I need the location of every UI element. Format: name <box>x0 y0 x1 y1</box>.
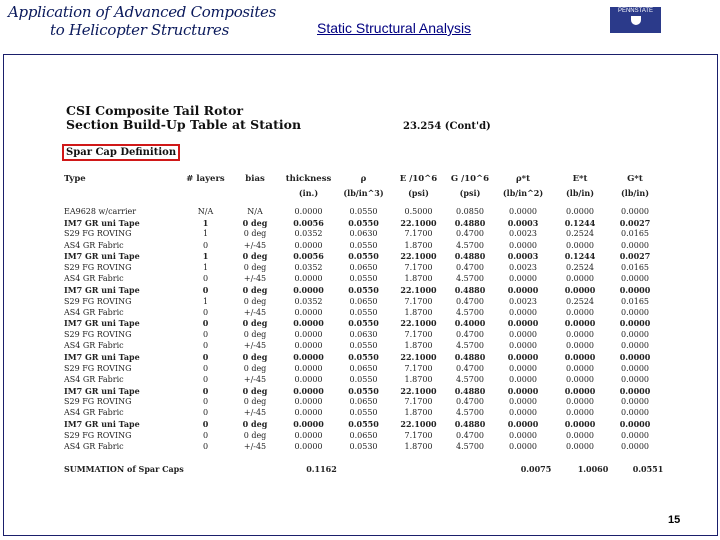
table-cell: 0.0000 <box>507 284 539 295</box>
header-cell: E*t <box>572 174 588 184</box>
logo-text: PENNSTATE <box>617 8 654 14</box>
table-cell: 0.0550 <box>349 240 378 250</box>
table-cell: 0.0000 <box>509 274 537 284</box>
table-cell: 0.0000 <box>621 240 649 250</box>
table-cell: IM7 GR uni Tape <box>64 318 140 329</box>
slide-title-line1: Application of Advanced Composites <box>8 3 277 21</box>
summation-thickness: 0.1162 <box>306 464 337 475</box>
table-cell: 0.0550 <box>349 307 378 317</box>
table-cell: 0.0000 <box>564 284 596 295</box>
table-cell: 0.0000 <box>294 240 323 250</box>
table-cell: S29 FG ROVING <box>64 263 132 273</box>
table-cell: 0.0000 <box>507 318 539 329</box>
table-cell: 0.0630 <box>349 330 378 340</box>
table-cell: 0.0000 <box>566 374 594 384</box>
table-cell: 0.0000 <box>566 240 594 250</box>
table-cell: 0.0000 <box>293 419 324 430</box>
page-number: 15 <box>668 514 681 526</box>
table-cell: 7.1700 <box>404 363 433 373</box>
table-cell: 0.4700 <box>456 330 484 340</box>
table-cell: 22.1000 <box>400 318 437 329</box>
spar-cap-definition-highlight: Spar Cap Definition <box>62 144 180 161</box>
table-cell: 0.5000 <box>404 207 433 217</box>
table-row <box>64 374 662 385</box>
table-cell: 0.0000 <box>509 330 537 340</box>
table-cell: IM7 GR uni Tape <box>64 419 140 430</box>
table-cell: +/-45 <box>243 341 267 351</box>
station-value: 23.254 (Cont'd) <box>403 121 491 132</box>
table-row <box>64 385 662 396</box>
document-heading-line1: CSI Composite Tail Rotor <box>66 103 244 118</box>
table-cell: 0 deg <box>242 217 268 228</box>
table-cell: 22.1000 <box>400 385 437 396</box>
table-cell: +/-45 <box>243 274 267 284</box>
table-cell: 0.0550 <box>349 207 378 217</box>
table-cell: 0.0000 <box>566 363 594 373</box>
header-cell: G /10^6 <box>450 174 490 184</box>
table-cell: 0.0000 <box>621 274 649 284</box>
summation-row <box>64 463 662 475</box>
table-row <box>64 363 662 374</box>
table-cell: 4.5700 <box>456 442 484 452</box>
table-cell: 0.4700 <box>456 397 484 407</box>
table-cell: 0.0000 <box>566 274 594 284</box>
table-cell: 4.5700 <box>456 408 484 418</box>
table-cell: 0.0000 <box>621 363 649 373</box>
table-cell: 0.0000 <box>294 330 323 340</box>
table-row <box>64 251 662 262</box>
table-cell: 0.4880 <box>454 251 486 262</box>
table-cell: +/-45 <box>243 442 267 452</box>
table-cell: 0.0000 <box>294 430 323 440</box>
table-cell: 0.0000 <box>509 408 537 418</box>
table-cell: 0.0000 <box>507 385 539 396</box>
shield-icon <box>631 16 641 25</box>
table-cell: 0.0000 <box>619 284 651 295</box>
table-cell: 1.8700 <box>404 442 433 452</box>
table-cell: S29 FG ROVING <box>64 330 132 340</box>
table-cell: 0.0352 <box>294 229 323 239</box>
unit-cell: (psi) <box>459 188 481 198</box>
table-cell: 0 <box>202 430 209 440</box>
table-cell: 0.0550 <box>349 341 378 351</box>
table-cell: 7.1700 <box>404 430 433 440</box>
table-cell: 0.0000 <box>621 374 649 384</box>
table-cell: 0.4880 <box>454 284 486 295</box>
table-cell: 22.1000 <box>400 284 437 295</box>
table-cell: 0 <box>202 352 209 363</box>
header-cell: ρ*t <box>515 174 531 184</box>
table-cell: 4.5700 <box>456 274 484 284</box>
table-cell: EA9628 w/carrier <box>64 207 137 217</box>
table-cell: 0 deg <box>243 430 267 440</box>
table-cell: 0 deg <box>243 229 267 239</box>
header-cell: Type <box>64 174 86 184</box>
table-cell: 0.0000 <box>294 442 323 452</box>
table-cell: 0.0056 <box>293 251 324 262</box>
unit-cell: (psi) <box>408 188 429 198</box>
table-cell: AS4 GR Fabric <box>64 408 124 418</box>
table-cell: 0.0000 <box>619 419 651 430</box>
table-cell: 0 <box>202 397 209 407</box>
header-cell: thickness <box>285 174 332 184</box>
table-cell: 1.8700 <box>404 274 433 284</box>
table-cell: 0.0165 <box>621 263 649 273</box>
table-cell: 0 <box>202 363 209 373</box>
table-cell: 0 <box>202 442 209 452</box>
table-cell: 0.4700 <box>456 229 484 239</box>
table-cell: 0.0000 <box>509 207 537 217</box>
table-cell: N/A <box>247 207 263 217</box>
table-cell: 0.0000 <box>566 397 594 407</box>
table-cell: S29 FG ROVING <box>64 430 132 440</box>
table-cell: 0.0027 <box>619 217 651 228</box>
table-cell: IM7 GR uni Tape <box>64 385 140 396</box>
table-cell: 0 <box>202 330 209 340</box>
table-cell: 0.0650 <box>349 263 378 273</box>
table-cell: 0.0000 <box>294 207 323 217</box>
table-cell: 0.0000 <box>566 408 594 418</box>
table-row <box>64 441 662 452</box>
table-cell: 0.0056 <box>293 217 324 228</box>
table-cell: 0.0000 <box>507 352 539 363</box>
table-row <box>64 318 662 329</box>
table-cell: 0.0000 <box>294 397 323 407</box>
table-cell: 0.0000 <box>294 374 323 384</box>
table-cell: S29 FG ROVING <box>64 363 132 373</box>
table-cell: 0.0000 <box>509 374 537 384</box>
table-cell: S29 FG ROVING <box>64 397 132 407</box>
table-row <box>64 228 662 239</box>
table-cell: 0.2524 <box>566 263 594 273</box>
table-cell: +/-45 <box>243 240 267 250</box>
table-units-row <box>64 186 662 200</box>
summation-label: SUMMATION of Spar Caps <box>64 464 184 475</box>
table-cell: 0.0003 <box>507 251 539 262</box>
table-cell: 22.1000 <box>400 217 437 228</box>
table-cell: 0.0000 <box>566 207 594 217</box>
table-cell: 0.0000 <box>621 207 649 217</box>
summation-e-t: 1.0060 <box>577 464 609 475</box>
table-cell: 0.0550 <box>349 274 378 284</box>
table-cell: 0.0000 <box>509 307 537 317</box>
table-cell: IM7 GR uni Tape <box>64 284 140 295</box>
table-cell: 0.0000 <box>619 352 651 363</box>
table-row <box>64 206 662 217</box>
table-cell: N/A <box>197 207 214 217</box>
table-cell: 0 deg <box>242 318 268 329</box>
table-cell: 0.0000 <box>619 318 651 329</box>
table-cell: 0.0550 <box>348 318 379 329</box>
table-row <box>64 340 662 351</box>
table-cell: 0.0000 <box>566 430 594 440</box>
table-cell: 0 <box>202 385 209 396</box>
table-row <box>64 396 662 407</box>
slide-title-line2: to Helicopter Structures <box>50 21 230 39</box>
table-cell: 0 <box>202 318 209 329</box>
table-cell: 0 deg <box>243 363 267 373</box>
table-cell: AS4 GR Fabric <box>64 240 124 250</box>
unit-cell: (lb/in) <box>566 188 594 198</box>
table-cell: 0 <box>202 408 209 418</box>
table-cell: 1.8700 <box>404 341 433 351</box>
table-cell: 0.2524 <box>566 296 594 306</box>
summation-rho-t: 0.0075 <box>520 464 552 475</box>
table-cell: 0.0000 <box>293 318 324 329</box>
header-cell: E /10^6 <box>399 174 438 184</box>
table-cell: 1.8700 <box>404 408 433 418</box>
table-cell: 0 deg <box>243 296 267 306</box>
table-cell: 0.0000 <box>621 341 649 351</box>
table-cell: 0 <box>202 419 209 430</box>
table-cell: 0.0650 <box>349 430 378 440</box>
table-cell: 0.0000 <box>294 363 323 373</box>
table-row <box>64 419 662 430</box>
table-cell: 0.0650 <box>349 296 378 306</box>
table-cell: +/-45 <box>243 408 267 418</box>
table-cell: 0.0000 <box>293 352 324 363</box>
document-heading <box>66 104 301 132</box>
table-cell: 0.0000 <box>507 419 539 430</box>
table-cell: 1 <box>202 217 209 228</box>
table-row <box>64 284 662 295</box>
table-cell: AS4 GR Fabric <box>64 274 124 284</box>
table-cell: 0.0352 <box>294 263 323 273</box>
table-cell: 0 deg <box>243 263 267 273</box>
table-cell: 0.0550 <box>348 284 379 295</box>
table-cell: 0.0000 <box>293 284 324 295</box>
table-cell: 1.8700 <box>404 374 433 384</box>
table-cell: 0.4700 <box>456 296 484 306</box>
table-cell: 0.0000 <box>564 419 596 430</box>
table-cell: 0.0000 <box>294 408 323 418</box>
table-header-row <box>64 172 662 186</box>
table-cell: 1.8700 <box>404 240 433 250</box>
table-cell: 0.0000 <box>294 307 323 317</box>
table-cell: 0 <box>202 374 209 384</box>
table-cell: S29 FG ROVING <box>64 229 132 239</box>
table-cell: 0.0000 <box>564 318 596 329</box>
table-cell: 0.0550 <box>348 385 379 396</box>
table-cell: 0.0650 <box>349 397 378 407</box>
table-cell: 0 deg <box>242 419 268 430</box>
header-cell: ρ <box>360 174 367 184</box>
table-cell: 0.0165 <box>621 229 649 239</box>
table-cell: 0.0650 <box>349 363 378 373</box>
table-cell: 4.5700 <box>456 307 484 317</box>
table-row <box>64 307 662 318</box>
table-cell: 0.0000 <box>564 352 596 363</box>
unit-cell: (lb/in) <box>621 188 649 198</box>
document-heading-line2: Section Build-Up Table at Station <box>66 117 302 132</box>
table-cell: 0.0000 <box>509 430 537 440</box>
table-cell: 0 deg <box>242 352 268 363</box>
slide-title <box>8 3 298 39</box>
table-cell: 0.0000 <box>294 274 323 284</box>
table-cell: 0.4880 <box>454 385 486 396</box>
table-cell: 0 deg <box>243 330 267 340</box>
table-cell: 0.0550 <box>349 408 378 418</box>
table-cell: 1 <box>202 296 209 306</box>
table-cell: 0.0530 <box>349 442 378 452</box>
table-cell: 0 <box>202 284 209 295</box>
table-cell: 7.1700 <box>404 229 433 239</box>
pennstate-logo <box>610 7 661 33</box>
table-cell: AS4 GR Fabric <box>64 341 124 351</box>
table-cell: 0 deg <box>242 284 268 295</box>
table-cell: 22.1000 <box>400 352 437 363</box>
table-cell: 0.0000 <box>509 442 537 452</box>
table-cell: 0.0550 <box>348 352 379 363</box>
table-cell: 0.0000 <box>509 397 537 407</box>
table-cell: 7.1700 <box>404 397 433 407</box>
table-cell: 7.1700 <box>404 330 433 340</box>
table-cell: 7.1700 <box>404 296 433 306</box>
table-cell: 0.0165 <box>621 296 649 306</box>
header-cell: bias <box>245 174 265 184</box>
table-cell: 0 <box>202 341 209 351</box>
table-row <box>64 329 662 340</box>
table-cell: 0.4880 <box>454 352 486 363</box>
table-cell: IM7 GR uni Tape <box>64 217 140 228</box>
table-cell: 0.0550 <box>348 217 379 228</box>
table-cell: 0.2524 <box>566 229 594 239</box>
table-row <box>64 217 662 228</box>
summation-g-t: 0.0551 <box>632 464 664 475</box>
table-cell: 0.0000 <box>621 408 649 418</box>
buildup-table <box>64 172 662 475</box>
table-cell: AS4 GR Fabric <box>64 442 124 452</box>
table-row <box>64 407 662 418</box>
table-cell: 0.4700 <box>456 263 484 273</box>
table-cell: 0.4700 <box>456 430 484 440</box>
table-cell: 0.0000 <box>621 430 649 440</box>
table-cell: 22.1000 <box>400 251 437 262</box>
table-cell: 0.0023 <box>509 296 537 306</box>
table-cell: IM7 GR uni Tape <box>64 352 140 363</box>
table-cell: 0 <box>202 240 209 250</box>
table-cell: 4.5700 <box>456 341 484 351</box>
slide-subtitle: Static Structural Analysis <box>317 20 472 36</box>
table-cell: 0.0003 <box>507 217 539 228</box>
header-cell: G*t <box>627 174 643 184</box>
table-cell: 7.1700 <box>404 263 433 273</box>
table-row <box>64 273 662 284</box>
table-cell: 0 deg <box>242 385 268 396</box>
unit-cell: (in.) <box>298 188 319 198</box>
table-cell: 0.0000 <box>566 330 594 340</box>
table-cell: 0.0000 <box>621 330 649 340</box>
unit-cell: (lb/in^2) <box>502 188 544 198</box>
table-cell: 0.1244 <box>564 251 596 262</box>
table-cell: 0.0000 <box>509 363 537 373</box>
table-cell: S29 FG ROVING <box>64 296 132 306</box>
table-cell: 0.0000 <box>621 397 649 407</box>
table-cell: 1 <box>202 251 209 262</box>
table-cell: 0.0850 <box>456 207 484 217</box>
unit-cell: (lb/in^3) <box>343 188 384 198</box>
table-cell: 0.0000 <box>621 307 649 317</box>
table-cell: 0.0630 <box>349 229 378 239</box>
table-cell: 0 deg <box>243 397 267 407</box>
table-cell: 1.8700 <box>404 307 433 317</box>
table-cell: 0.4880 <box>454 419 486 430</box>
table-cell: 0.0000 <box>509 240 537 250</box>
table-row <box>64 240 662 251</box>
table-cell: 0.0000 <box>566 341 594 351</box>
table-cell: 0.0550 <box>348 251 379 262</box>
table-cell: 0.0000 <box>566 442 594 452</box>
table-cell: 0 deg <box>242 251 268 262</box>
table-cell: 4.5700 <box>456 240 484 250</box>
table-cell: 0 <box>202 307 209 317</box>
table-cell: 0.1244 <box>564 217 596 228</box>
header-cell: # layers <box>186 174 225 184</box>
table-body <box>64 206 662 452</box>
table-cell: 0.0027 <box>619 251 651 262</box>
table-cell: 0.0550 <box>349 374 378 384</box>
table-cell: 0.0023 <box>509 229 537 239</box>
table-row <box>64 296 662 307</box>
table-cell: 0.0000 <box>564 385 596 396</box>
table-cell: +/-45 <box>243 374 267 384</box>
table-cell: 0.0000 <box>509 341 537 351</box>
table-cell: 0.4000 <box>454 318 486 329</box>
table-cell: 4.5700 <box>456 374 484 384</box>
table-cell: 0.0000 <box>294 341 323 351</box>
table-row <box>64 262 662 273</box>
table-cell: 0.4700 <box>456 363 484 373</box>
table-row <box>64 351 662 362</box>
table-cell: IM7 GR uni Tape <box>64 251 140 262</box>
table-cell: 0 <box>202 274 209 284</box>
table-cell: 1 <box>202 229 209 239</box>
table-cell: AS4 GR Fabric <box>64 307 124 317</box>
table-cell: 0.4880 <box>454 217 486 228</box>
table-cell: 0.0550 <box>348 419 379 430</box>
table-row <box>64 430 662 441</box>
table-cell: 0.0023 <box>509 263 537 273</box>
table-cell: 0.0000 <box>621 442 649 452</box>
table-cell: 0.0000 <box>293 385 324 396</box>
table-cell: 0.0000 <box>619 385 651 396</box>
table-cell: AS4 GR Fabric <box>64 374 124 384</box>
table-cell: 0.0000 <box>566 307 594 317</box>
table-cell: +/-45 <box>243 307 267 317</box>
table-cell: 1 <box>202 263 209 273</box>
table-cell: 22.1000 <box>400 419 437 430</box>
table-cell: 0.0352 <box>294 296 323 306</box>
